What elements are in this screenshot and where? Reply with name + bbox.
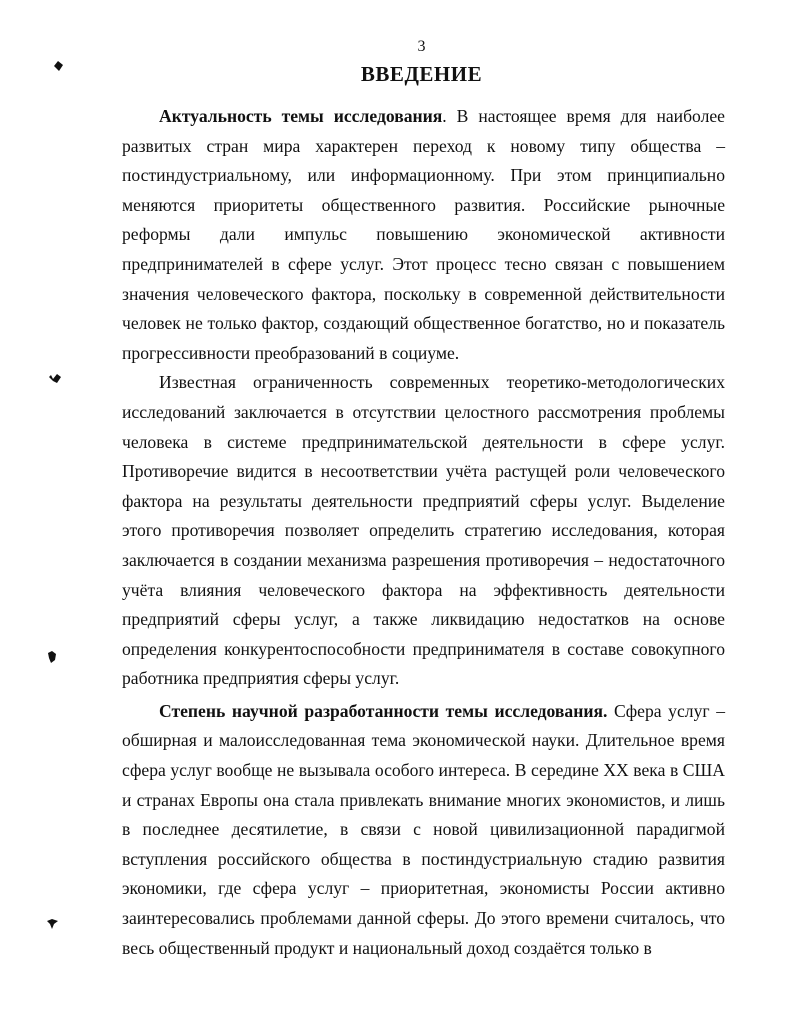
paragraph-text: Известная ограниченность современных теоретико-методологических исследований заключается в отсутствии целостного рассмотрения проблемы человека в системе предпринимательской деятельности в сфере услуг. Противоречие видится в несоответствии учёта растущей роли человеческого фактора на результаты деятельности предприятий сферы услуг. Выделение этого противоречия позволяет определить стратегию исследования, которая заключается в создании механизма разрешения противоречия – недостаточного учёта влияния человеческого фактора на эффективность деятельности предприятий сферы услуг, а также ликвидацию недостатков на основе определения конкурентоспособности предпринимателя в составе совокупного работника предприятия сферы услуг. bbox=[122, 372, 725, 689]
page-title: ВВЕДЕНИЕ bbox=[360, 62, 483, 86]
paragraph-text: . В настоящее время для наиболее развитых стран мира характерен переход к новому типу общества – постиндустриальному, или информационному. При этом принципиально меняются приоритеты общественного развития. Российские рыночные реформы дали импульс повышению экономической активности предпринимателей в сфере услуг. Этот процесс тесно связан с повышением значения человеческого фактора, поскольку в современной действительности человек не только фактор, создающий общественное богатство, но и показатель прогрессивности преобразований в социуме. bbox=[122, 106, 725, 363]
paragraph-lead: Степень научной разработанности темы исследования. bbox=[159, 700, 608, 721]
paragraph-lead: Актуальность темы исследования bbox=[159, 106, 443, 126]
paragraph-research-degree bbox=[122, 697, 725, 963]
body-text bbox=[122, 102, 725, 963]
binding-hole-mark bbox=[46, 650, 56, 660]
page-number: 3 bbox=[417, 38, 426, 55]
binding-hole-mark bbox=[46, 918, 56, 928]
paragraph-text: Сфера услуг – обширная и малоисследованная тема экономической науки. Длительное время сфера услуг вообще не вызывала особого интереса. В середине XX века в США и странах Европы она стала привлекать внимание многих экономистов, и лишь в последнее десятилетие, в связи с новой цивилизационной парадигмой вступления российского общества в постиндустриальную стадию развития экономики, где сфера услуг – приоритетная, экономисты России активно заинтересовались проблемами данной сферы. До этого времени считалось, что весь общественный продукт и национальный доход создаётся только в bbox=[122, 700, 725, 958]
binding-hole-mark bbox=[48, 373, 58, 383]
paragraph-limitations bbox=[122, 368, 725, 694]
paragraph-relevance bbox=[122, 102, 725, 368]
